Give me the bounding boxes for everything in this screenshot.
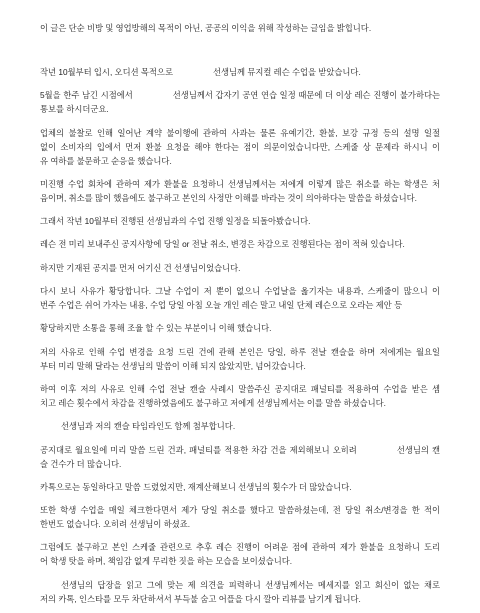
text-segment: 선생님의 캔 (396, 444, 440, 455)
paragraph (40, 578, 440, 606)
paragraph (40, 419, 440, 433)
text-line: 하여 이후 저의 사유로 인해 수업 전날 캔슬 사례시 말씀주신 공지대로 패널티를 적용하여 수업을 받은 셈 (40, 383, 440, 394)
text-segment: 선생님께 뮤지컬 레슨 수업을 받았습니다. (212, 67, 361, 77)
text-line: 저의 카톡, 인스타를 모두 차단하셔서 부득불 숨고 어플을 다시 깔아 리뷰를 남기게 됩니다. (40, 593, 361, 604)
paragraph (40, 480, 440, 494)
document-body (40, 21, 440, 613)
text-line: 다시 보니 사유가 황당합니다. 그날 수업이 저 뿐이 없으니 수업날을 옮기자는 내용과, 스케줄이 많으니 이 (40, 286, 440, 297)
text-line: 한번도 없습니다. 오히려 선생님이 하셨죠. (40, 519, 191, 530)
text-line: 황당하지만 소통을 통해 조율 할 수 있는 부분이니 이해 했습니다. (40, 323, 272, 334)
paragraph (40, 177, 440, 205)
text-line: 유 여하를 불문하고 순응을 했습니다. (40, 155, 172, 166)
text-line: 이 글은 단순 비방 및 영업방해의 목적이 아닌, 공공의 이익을 위해 작성하는 글임을 밝힙니다. (40, 23, 372, 33)
text-line: 슬 건수가 더 많습니다. (40, 458, 122, 469)
paragraph (40, 443, 440, 471)
text-line: 없이 소비자의 입에서 먼저 환불 요청을 해야 한다는 점이 의문이었습니다만, 스케줄 상 문제라 하시니 이 (40, 141, 440, 152)
text-line: 또한 학생 수업을 매일 체크한다면서 제가 당일 취소를 했다고 말씀하셨는데, 전 당일 취소/변경을 한 적이 (40, 505, 440, 516)
text-line: 번주 수업은 쉬어 가자는 내용, 수업 당일 아침 오늘 개인 레슨 말고 내일 단체 레슨으로 오라는 제안 등 (40, 300, 403, 311)
text-line: 치고 레슨 횟수에서 차감을 진행하였음에도 불구하고 저에게 선생님께서는 이를 말씀 하셨습니다. (40, 397, 386, 408)
text-line: 그럼에도 불구하고 본인 스케줄 관련으로 추후 레슨 진행이 어려운 점에 관하여 제가 환불을 요청하니 도리 (40, 542, 440, 553)
text-line (40, 443, 440, 457)
text-segment: 공지대로 월요일에 미리 말씀 드린 건과, 패널티를 적용한 차감 건을 제외해보니 오히려 (40, 444, 357, 455)
paragraph (40, 261, 440, 275)
redacted-name-gap (40, 587, 61, 588)
text-segment: 작년 10월부터 입시, 오디션 목적으로 (40, 67, 173, 77)
text-line (40, 578, 440, 592)
text-line: 어 학생 탓을 하며, 책임감 없게 무리한 짓을 하는 모습을 보이셨습니다. (40, 556, 293, 567)
paragraph (40, 65, 440, 79)
paragraph (40, 540, 440, 568)
text-line: 부터 미리 말해 달라는 선생님의 말씀이 이해 되지 않았지만, 넘어갔습니다. (40, 360, 306, 371)
text-line (40, 65, 440, 79)
text-line (40, 419, 440, 433)
text-line: 레슨 전 미리 보내주신 공지사항에 당일 or 전날 취소, 변경은 차감으로 진행된다는 점이 적혀 있습니다. (40, 239, 405, 250)
text-line (40, 88, 440, 102)
paragraph (40, 126, 440, 168)
paragraph (40, 382, 440, 410)
paragraph (40, 21, 440, 35)
redacted-name-gap (173, 74, 213, 75)
text-line: 카톡으로는 동일하다고 말씀 드렸었지만, 재계산해보니 선생님의 횟수가 더 많았습니다. (40, 481, 352, 492)
redacted-name-gap (357, 452, 397, 453)
text-segment: 5월을 한주 남긴 시점에서 (40, 90, 133, 101)
text-segment: 선생님과 저의 캔슬 타임라인도 함께 첨부합니다. (61, 421, 236, 432)
paragraph (40, 284, 440, 312)
text-line: 음이며, 취소를 많이 했음에도 불구하고 본인의 사정만 이해를 바라는 것이 의아하다는 말씀을 하셨습니다. (40, 192, 417, 203)
paragraph (40, 237, 440, 251)
text-segment: 선생님의 답장을 읽고 그에 맞는 제 의견을 피력하니 선생님께서는 메세지를 읽고 회신이 없는 채로 (61, 579, 440, 590)
paragraph (40, 321, 440, 335)
paragraph (40, 88, 440, 116)
paragraph (40, 345, 440, 373)
text-line: 통보를 하시더군요. (40, 104, 109, 115)
text-line: 미진행 수업 회차에 관하여 제가 환불을 요청하니 선생님께서는 저에게 이렇게 많은 취소를 하는 학생은 처 (40, 178, 440, 189)
text-line: 저의 사유로 인해 수업 변경을 요청 드린 건에 관해 본인은 당일, 하루 전날 캔슬을 하며 저에게는 월요일 (40, 346, 440, 357)
text-line: 업체의 불찰로 인해 일어난 계약 불이행에 관하여 사과는 물론 유예기간, 환불, 보강 규정 등의 설명 일절 (40, 127, 440, 138)
paragraph (40, 503, 440, 531)
paragraph (40, 214, 440, 228)
text-line: 하지만 기재된 공지를 먼저 어기신 건 선생님이었습니다. (40, 262, 241, 273)
redacted-name-gap (133, 97, 173, 98)
text-line: 그래서 작년 10월부터 진행된 선생님과의 수업 진행 일정을 되돌아봤습니다. (40, 216, 311, 227)
text-segment: 선생님께서 갑자기 공연 연습 일정 때문에 더 이상 레슨 진행이 불가하다는 (172, 90, 440, 101)
redacted-name-gap (40, 428, 61, 429)
